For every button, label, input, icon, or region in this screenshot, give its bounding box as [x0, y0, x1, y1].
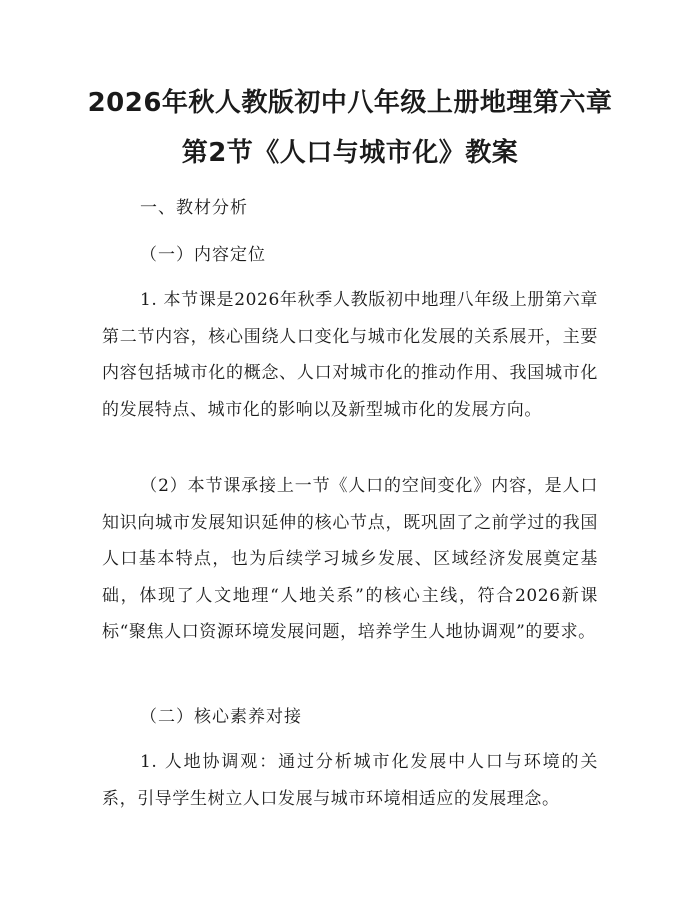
paragraph-text: 1. 人地协调观：通过分析城市化发展中人口与环境的关系，引导学生树立人口发展与城市环境相适应的发展理念。: [102, 752, 598, 809]
paragraph-content-positioning-1: [102, 282, 598, 428]
subsection-heading-content-positioning: （一）内容定位: [140, 245, 266, 265]
section-heading-textbook-analysis: 一、教材分析: [140, 198, 248, 218]
paragraph-content-positioning-2: [102, 468, 598, 651]
subsection-heading-core-literacy: （二）核心素养对接: [140, 707, 302, 727]
document-title-line-1: 2026年秋人教版初中八年级上册地理第六章: [87, 88, 613, 118]
paragraph-core-literacy-1: [102, 744, 598, 817]
paragraph-text: （2）本节课承接上一节《人口的空间变化》内容，是人口知识向城市发展知识延伸的核心节点，既巩固了之前学过的我国人口基本特点，也为后续学习城乡发展、区域经济发展奠定基础，体现了人文地理“人地关系”的核心主线，符合2026新课标“聚焦人口资源环境发展问题，培养学生人地协调观”的要求。: [102, 476, 598, 642]
paragraph-text: 1. 本节课是2026年秋季人教版初中地理八年级上册第六章第二节内容，核心围绕人口变化与城市化发展的关系展开，主要内容包括城市化的概念、人口对城市化的推动作用、我国城市化的发展特点、城市化的影响以及新型城市化的发展方向。: [102, 290, 598, 420]
document-title-line-2: 第2节《人口与城市化》教案: [181, 138, 519, 168]
